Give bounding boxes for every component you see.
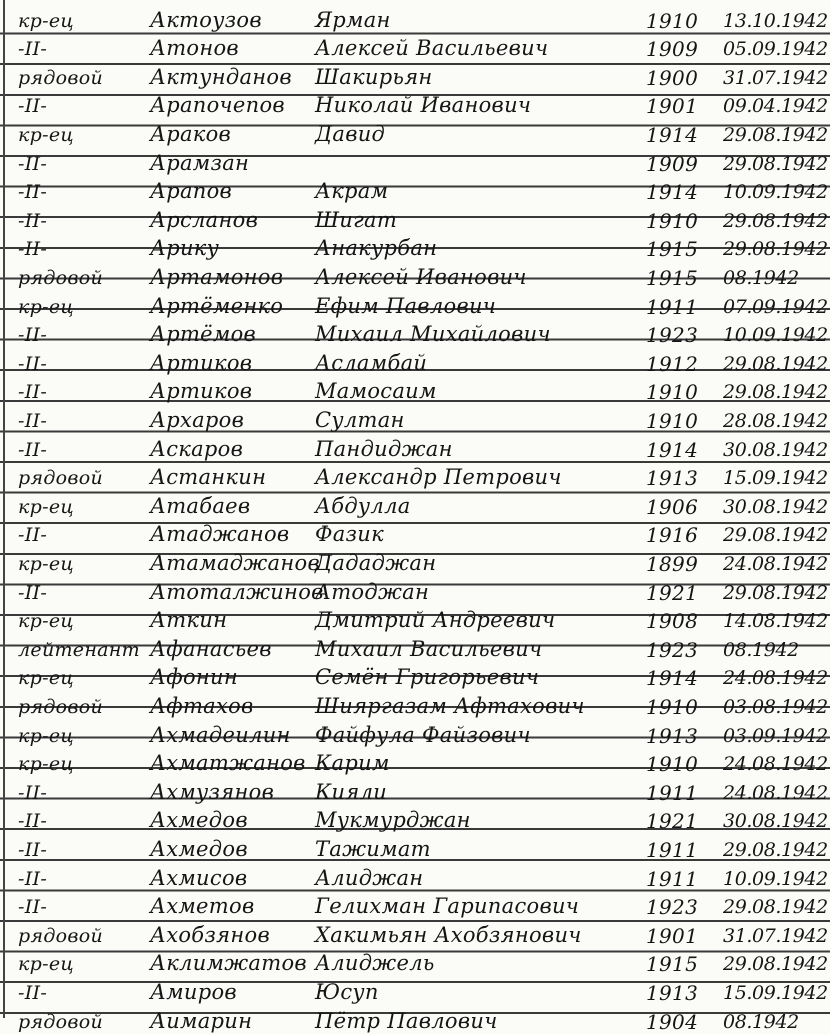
surname-cell: Ахмузянов bbox=[150, 779, 275, 804]
ledger-row bbox=[0, 1003, 830, 1034]
date-cell: 08.1942 bbox=[723, 1010, 799, 1033]
ledger-row bbox=[0, 517, 830, 548]
date-cell: 09.04.1942 bbox=[723, 95, 828, 118]
given-name-cell: Атоджан bbox=[315, 579, 430, 604]
ledger-row bbox=[0, 488, 830, 519]
given-name-cell: Акрам bbox=[315, 179, 389, 204]
ledger-row bbox=[0, 803, 830, 834]
rank-cell: -II- bbox=[18, 209, 48, 232]
date-cell: 29.08.1942 bbox=[723, 123, 828, 146]
given-name-cell: Давид bbox=[315, 121, 386, 146]
surname-cell: Аскаров bbox=[150, 436, 244, 461]
birth-year-cell: 1910 bbox=[646, 752, 699, 777]
ledger-row bbox=[0, 889, 830, 920]
date-cell: 03.08.1942 bbox=[723, 695, 828, 718]
birth-year-cell: 1914 bbox=[646, 180, 699, 205]
surname-cell: Арапов bbox=[150, 179, 233, 204]
birth-year-cell: 1901 bbox=[646, 923, 699, 948]
surname-cell: Артамонов bbox=[150, 264, 284, 289]
rank-cell: рядовой bbox=[18, 467, 104, 490]
ledger-row bbox=[0, 660, 830, 691]
birth-year-cell: 1914 bbox=[646, 122, 699, 147]
date-cell: 31.07.1942 bbox=[723, 66, 828, 89]
rank-cell: -II- bbox=[18, 409, 48, 432]
date-cell: 28.08.1942 bbox=[723, 409, 828, 432]
ledger-row bbox=[0, 688, 830, 719]
birth-year-cell: 1915 bbox=[646, 237, 699, 262]
birth-year-cell: 1915 bbox=[646, 952, 699, 977]
birth-year-cell: 1923 bbox=[646, 637, 699, 662]
rank-cell: рядовой bbox=[18, 266, 104, 289]
ledger-row bbox=[0, 231, 830, 262]
rank-cell: лейтенант bbox=[18, 638, 140, 661]
ledger-row bbox=[0, 746, 830, 777]
ledger-row bbox=[0, 917, 830, 948]
given-name-cell: Султан bbox=[315, 407, 405, 432]
rank-cell: -II- bbox=[18, 38, 48, 61]
surname-cell: Атабаев bbox=[150, 493, 251, 518]
given-name-cell: Хакимьян Ахобзянович bbox=[315, 922, 582, 947]
birth-year-cell: 1910 bbox=[646, 8, 699, 33]
surname-cell: Ахобзянов bbox=[150, 922, 270, 947]
surname-cell: Афтахов bbox=[150, 693, 254, 718]
date-cell: 29.08.1942 bbox=[723, 953, 828, 976]
birth-year-cell: 1909 bbox=[646, 37, 699, 62]
ledger-row bbox=[0, 402, 830, 433]
ledger-row bbox=[0, 831, 830, 862]
surname-cell: Ахмадеилин bbox=[150, 722, 291, 747]
ledger-row bbox=[0, 946, 830, 977]
birth-year-cell: 1914 bbox=[646, 666, 699, 691]
surname-cell: Аткин bbox=[150, 608, 228, 633]
ledger-row bbox=[0, 631, 830, 662]
surname-cell: Араков bbox=[150, 121, 232, 146]
surname-cell: Артиков bbox=[150, 379, 253, 404]
given-name-cell: Шигат bbox=[315, 207, 398, 232]
date-cell: 05.09.1942 bbox=[723, 38, 828, 61]
given-name-cell: Алиджель bbox=[315, 951, 435, 976]
birth-year-cell: 1912 bbox=[646, 351, 699, 376]
surname-cell: Артиков bbox=[150, 350, 253, 375]
birth-year-cell: 1923 bbox=[646, 323, 699, 348]
date-cell: 24.08.1942 bbox=[723, 781, 828, 804]
date-cell: 15.09.1942 bbox=[723, 981, 828, 1004]
rank-cell: кр-ец bbox=[18, 495, 74, 518]
given-name-cell: Алексей Иванович bbox=[315, 264, 527, 289]
birth-year-cell: 1921 bbox=[646, 809, 699, 834]
rank-cell: кр-ец bbox=[18, 753, 74, 776]
ledger-row bbox=[0, 174, 830, 205]
rank-cell: -II- bbox=[18, 867, 48, 890]
rank-cell: -II- bbox=[18, 781, 48, 804]
date-cell: 10.09.1942 bbox=[723, 181, 828, 204]
birth-year-cell: 1911 bbox=[646, 837, 699, 862]
surname-cell: Ахметов bbox=[150, 894, 255, 919]
birth-year-cell: 1904 bbox=[646, 1009, 699, 1034]
ledger-row bbox=[0, 259, 830, 290]
date-cell: 07.09.1942 bbox=[723, 295, 828, 318]
given-name-cell: Гелихман Гарипасович bbox=[315, 894, 580, 919]
rank-cell: -II- bbox=[18, 95, 48, 118]
surname-cell: Атонов bbox=[150, 36, 239, 61]
given-name-cell: Мукмурджан bbox=[315, 808, 471, 833]
date-cell: 30.08.1942 bbox=[723, 438, 828, 461]
rank-cell: кр-ец bbox=[18, 552, 74, 575]
birth-year-cell: 1909 bbox=[646, 151, 699, 176]
surname-cell: Атамаджанов bbox=[150, 550, 320, 575]
surname-cell: Арику bbox=[150, 236, 220, 261]
surname-cell: Афанасьев bbox=[150, 636, 272, 661]
date-cell: 29.08.1942 bbox=[723, 581, 828, 604]
surname-cell: Ахмисов bbox=[150, 865, 248, 890]
date-cell: 29.08.1942 bbox=[723, 381, 828, 404]
surname-cell: Арапочепов bbox=[150, 93, 285, 118]
birth-year-cell: 1910 bbox=[646, 694, 699, 719]
birth-year-cell: 1911 bbox=[646, 780, 699, 805]
ledger-row bbox=[0, 2, 830, 33]
ledger-row bbox=[0, 717, 830, 748]
birth-year-cell: 1921 bbox=[646, 580, 699, 605]
ledger-row bbox=[0, 545, 830, 576]
rank-cell: -II- bbox=[18, 581, 48, 604]
birth-year-cell: 1911 bbox=[646, 294, 699, 319]
date-cell: 29.08.1942 bbox=[723, 838, 828, 861]
date-cell: 13.10.1942 bbox=[723, 9, 828, 32]
rank-cell: рядовой bbox=[18, 924, 104, 947]
surname-cell: Актоузов bbox=[150, 7, 262, 32]
surname-cell: Ахмедов bbox=[150, 808, 248, 833]
given-name-cell: Ефим Павлович bbox=[315, 293, 497, 318]
birth-year-cell: 1910 bbox=[646, 408, 699, 433]
birth-year-cell: 1915 bbox=[646, 265, 699, 290]
surname-cell: Астанкин bbox=[150, 465, 267, 490]
date-cell: 24.08.1942 bbox=[723, 753, 828, 776]
surname-cell: Амиров bbox=[150, 979, 237, 1004]
surname-cell: Арсланов bbox=[150, 207, 259, 232]
given-name-cell: Шакирьян bbox=[315, 64, 433, 89]
ledger-row bbox=[0, 288, 830, 319]
given-name-cell: Пандиджан bbox=[315, 436, 453, 461]
given-name-cell: Шияргазам Афтахович bbox=[315, 693, 585, 718]
date-cell: 29.08.1942 bbox=[723, 238, 828, 261]
rank-cell: -II- bbox=[18, 838, 48, 861]
given-name-cell: Юсуп bbox=[315, 979, 379, 1004]
date-cell: 31.07.1942 bbox=[723, 924, 828, 947]
given-name-cell: Алексей Васильевич bbox=[315, 36, 549, 61]
rank-cell: рядовой bbox=[18, 695, 104, 718]
surname-cell: Афонин bbox=[150, 665, 238, 690]
given-name-cell: Абдулла bbox=[315, 493, 411, 518]
surname-cell: Артёмов bbox=[150, 322, 257, 347]
date-cell: 30.08.1942 bbox=[723, 810, 828, 833]
ledger-row bbox=[0, 88, 830, 119]
date-cell: 08.1942 bbox=[723, 266, 799, 289]
given-name-cell: Ярман bbox=[315, 7, 391, 32]
surname-cell: Атаджанов bbox=[150, 522, 290, 547]
rank-cell: -II- bbox=[18, 810, 48, 833]
date-cell: 24.08.1942 bbox=[723, 552, 828, 575]
surname-cell: Аимарин bbox=[150, 1008, 253, 1033]
rank-cell: -II- bbox=[18, 381, 48, 404]
given-name-cell: Дмитрий Андреевич bbox=[315, 608, 556, 633]
ledger-row bbox=[0, 974, 830, 1005]
date-cell: 30.08.1942 bbox=[723, 495, 828, 518]
rank-cell: кр-ец bbox=[18, 610, 74, 633]
rank-cell: рядовой bbox=[18, 1010, 104, 1033]
ledger-row bbox=[0, 603, 830, 634]
given-name-cell: Карим bbox=[315, 751, 390, 776]
rank-cell: -II- bbox=[18, 238, 48, 261]
rank-cell: -II- bbox=[18, 152, 48, 175]
given-name-cell: Дададжан bbox=[315, 550, 437, 575]
surname-cell: Ахмедов bbox=[150, 836, 248, 861]
rank-cell: рядовой bbox=[18, 66, 104, 89]
date-cell: 10.09.1942 bbox=[723, 867, 828, 890]
ledger-row bbox=[0, 574, 830, 605]
rank-cell: -II- bbox=[18, 181, 48, 204]
birth-year-cell: 1900 bbox=[646, 65, 699, 90]
given-name-cell: Анакурбан bbox=[315, 236, 438, 261]
ledger-row bbox=[0, 860, 830, 891]
rank-cell: -II- bbox=[18, 981, 48, 1004]
birth-year-cell: 1910 bbox=[646, 380, 699, 405]
given-name-cell: Асламбай bbox=[315, 350, 428, 375]
birth-year-cell: 1913 bbox=[646, 980, 699, 1005]
ledger-row bbox=[0, 317, 830, 348]
rank-cell: -II- bbox=[18, 896, 48, 919]
given-name-cell: Файфула Файзович bbox=[315, 722, 531, 747]
rank-cell: -II- bbox=[18, 438, 48, 461]
given-name-cell: Александр Петрович bbox=[315, 465, 562, 490]
ledger-row bbox=[0, 145, 830, 176]
birth-year-cell: 1901 bbox=[646, 94, 699, 119]
birth-year-cell: 1913 bbox=[646, 723, 699, 748]
birth-year-cell: 1910 bbox=[646, 208, 699, 233]
surname-cell: Аклимжатов bbox=[150, 951, 307, 976]
date-cell: 24.08.1942 bbox=[723, 667, 828, 690]
given-name-cell: Кияли bbox=[315, 779, 388, 804]
ledger-row bbox=[0, 116, 830, 147]
surname-cell: Арамзан bbox=[150, 150, 250, 175]
date-cell: 15.09.1942 bbox=[723, 467, 828, 490]
rank-cell: -II- bbox=[18, 524, 48, 547]
rank-cell: кр-ец bbox=[18, 953, 74, 976]
given-name-cell: Семён Григорьевич bbox=[315, 665, 540, 690]
ledger-row bbox=[0, 59, 830, 90]
ledger-row bbox=[0, 431, 830, 462]
given-name-cell: Михаил Васильевич bbox=[315, 636, 543, 661]
ledger-row bbox=[0, 31, 830, 62]
surname-cell: Артёменко bbox=[150, 293, 284, 318]
given-name-cell: Мамосаим bbox=[315, 379, 437, 404]
given-name-cell: Николай Иванович bbox=[315, 93, 532, 118]
birth-year-cell: 1911 bbox=[646, 866, 699, 891]
date-cell: 29.08.1942 bbox=[723, 896, 828, 919]
birth-year-cell: 1899 bbox=[646, 551, 699, 576]
date-cell: 29.08.1942 bbox=[723, 352, 828, 375]
surname-cell: Атоталжинов bbox=[150, 579, 324, 604]
ledger-row bbox=[0, 774, 830, 805]
date-cell: 29.08.1942 bbox=[723, 524, 828, 547]
given-name-cell: Алиджан bbox=[315, 865, 424, 890]
date-cell: 10.09.1942 bbox=[723, 324, 828, 347]
surname-cell: Ахматжанов bbox=[150, 751, 306, 776]
ledger-row bbox=[0, 345, 830, 376]
ledger-row bbox=[0, 202, 830, 233]
date-cell: 08.1942 bbox=[723, 638, 799, 661]
surname-cell: Актунданов bbox=[150, 64, 292, 89]
rank-cell: -II- bbox=[18, 324, 48, 347]
rank-cell: кр-ец bbox=[18, 724, 74, 747]
date-cell: 29.08.1942 bbox=[723, 152, 828, 175]
surname-cell: Архаров bbox=[150, 407, 245, 432]
rank-cell: кр-ец bbox=[18, 667, 74, 690]
given-name-cell: Пётр Павлович bbox=[315, 1008, 498, 1033]
given-name-cell: Тажимат bbox=[315, 836, 431, 861]
ledger-row bbox=[0, 460, 830, 491]
date-cell: 14.08.1942 bbox=[723, 610, 828, 633]
rank-cell: кр-ец bbox=[18, 9, 74, 32]
date-cell: 03.09.1942 bbox=[723, 724, 828, 747]
rank-cell: кр-ец bbox=[18, 123, 74, 146]
birth-year-cell: 1906 bbox=[646, 494, 699, 519]
birth-year-cell: 1923 bbox=[646, 895, 699, 920]
birth-year-cell: 1916 bbox=[646, 523, 699, 548]
date-cell: 29.08.1942 bbox=[723, 209, 828, 232]
birth-year-cell: 1914 bbox=[646, 437, 699, 462]
given-name-cell: Михаил Михайлович bbox=[315, 322, 551, 347]
ledger-row bbox=[0, 374, 830, 405]
rank-cell: -II- bbox=[18, 352, 48, 375]
birth-year-cell: 1908 bbox=[646, 609, 699, 634]
rank-cell: кр-ец bbox=[18, 295, 74, 318]
given-name-cell: Фазик bbox=[315, 522, 384, 547]
birth-year-cell: 1913 bbox=[646, 466, 699, 491]
